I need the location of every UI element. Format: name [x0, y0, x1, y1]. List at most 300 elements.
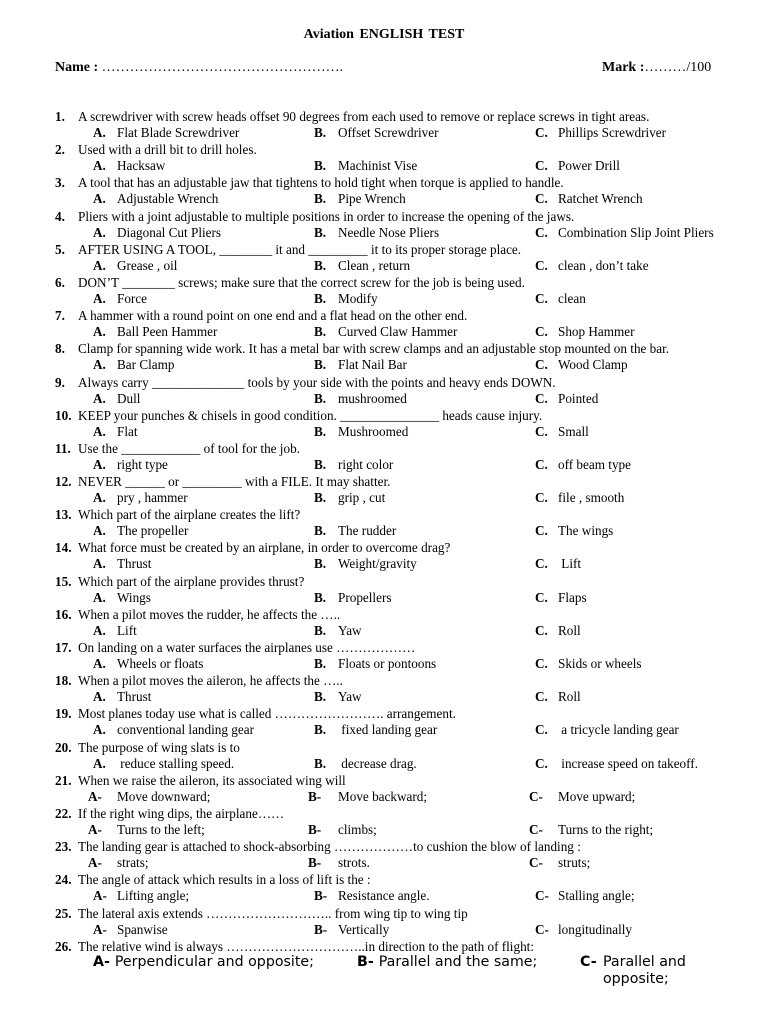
- answer-option-c[interactable]: [535, 357, 628, 373]
- answer-option-b[interactable]: [308, 822, 377, 838]
- option-text: Diagonal Cut Pliers: [117, 224, 222, 240]
- question-number: 3.: [55, 175, 65, 191]
- question-number: 11.: [55, 440, 71, 456]
- option-text: Weight/gravity: [338, 556, 417, 572]
- option-letter: B.: [314, 290, 327, 306]
- answer-option-c[interactable]: [529, 789, 635, 805]
- question-text: AFTER USING A TOOL, ________ it and _________ it to its proper storage place.: [78, 241, 522, 257]
- answer-option-c[interactable]: [535, 457, 631, 473]
- option-letter: B-: [314, 921, 328, 937]
- option-letter: C.: [535, 390, 548, 406]
- option-letter: A-: [93, 921, 107, 937]
- question-item: [0, 375, 768, 408]
- question-item: [0, 109, 768, 142]
- answer-option-c[interactable]: [529, 855, 590, 871]
- question-text: Most planes today use what is called ……………………. arrangement.: [78, 706, 456, 722]
- answer-option-c[interactable]: [535, 291, 586, 307]
- option-letter: B-: [314, 888, 328, 904]
- answer-option-a[interactable]: [93, 954, 314, 970]
- name-blank: …………………………………………….: [101, 60, 344, 75]
- option-text: The rudder: [338, 523, 397, 539]
- option-text: reduce stalling speed.: [117, 755, 235, 771]
- question-text: When a pilot moves the rudder, he affects the …..: [78, 606, 341, 622]
- option-letter: B.: [314, 423, 327, 439]
- option-letter: A.: [93, 125, 106, 140]
- answer-option-c[interactable]: [535, 623, 581, 639]
- question-item: [0, 906, 768, 939]
- question-number: 9.: [55, 374, 65, 390]
- option-text: Hacksaw: [117, 158, 166, 174]
- answer-option-a[interactable]: [93, 357, 175, 373]
- question-text: DON’T ________ screws; make sure that the correct screw for the job is being used.: [78, 274, 525, 290]
- option-text: Grease , oil: [117, 257, 178, 273]
- option-text: a tricycle landing gear: [558, 722, 679, 738]
- answer-option-b[interactable]: [314, 424, 408, 440]
- answer-option-a[interactable]: [93, 158, 165, 174]
- option-text: Combination Slip Joint Pliers: [558, 224, 714, 240]
- option-text: Perpendicular and opposite;: [114, 953, 314, 970]
- answer-option-a[interactable]: [93, 689, 151, 705]
- option-text: Adjustable Wrench: [117, 191, 219, 207]
- option-text: Wood Clamp: [558, 357, 628, 373]
- answer-option-c[interactable]: [535, 689, 581, 705]
- question-text: NEVER ______ or _________ with a FILE. It may shatter.: [78, 474, 391, 490]
- option-text: Move upward;: [558, 788, 636, 804]
- answer-option-a[interactable]: [93, 291, 147, 307]
- option-text: Small: [558, 423, 589, 439]
- option-text: Skids or wheels: [558, 656, 642, 671]
- option-letter: A.: [93, 556, 106, 572]
- question-item: [0, 806, 768, 839]
- option-text: Offset Screwdriver: [338, 125, 439, 140]
- answer-option-b[interactable]: [314, 191, 406, 207]
- option-letter: B.: [314, 257, 327, 273]
- option-letter: A-: [88, 821, 102, 837]
- option-letter: A.: [93, 224, 106, 240]
- option-letter: B.: [314, 689, 327, 705]
- option-text: Floats or pontoons: [338, 656, 437, 671]
- answer-option-a[interactable]: [93, 623, 137, 639]
- answer-option-c[interactable]: [535, 523, 613, 539]
- question-text: Which part of the airplane creates the lift?: [78, 507, 301, 523]
- question-item: [0, 275, 768, 308]
- option-letter: B-: [308, 821, 322, 837]
- option-text: Parallel and the same;: [378, 953, 538, 970]
- option-text: fixed landing gear: [338, 722, 438, 738]
- option-letter: C.: [535, 755, 548, 771]
- option-text: Machinist Vise: [338, 158, 418, 174]
- option-letter: C.: [535, 456, 548, 472]
- answer-option-c[interactable]: [535, 590, 587, 606]
- answer-option-a[interactable]: [93, 590, 151, 606]
- question-number: 19.: [55, 706, 72, 722]
- question-item: [0, 706, 768, 739]
- option-letter: A.: [93, 689, 106, 705]
- question-number: 8.: [55, 341, 65, 357]
- option-text: Phillips Screwdriver: [558, 125, 667, 140]
- option-letter: C-: [535, 888, 549, 904]
- option-letter: C.: [535, 357, 548, 373]
- answer-option-c[interactable]: [535, 158, 620, 174]
- question-item: [0, 242, 768, 275]
- question-item: [0, 673, 768, 706]
- answer-option-c[interactable]: [535, 191, 643, 207]
- option-letter: A.: [93, 158, 106, 174]
- question-item: [0, 441, 768, 474]
- answer-option-a[interactable]: [93, 191, 218, 207]
- answer-option-a[interactable]: [93, 324, 217, 340]
- question-number: 17.: [55, 640, 72, 655]
- question-number: 12.: [55, 474, 72, 490]
- answer-option-a[interactable]: [88, 822, 205, 838]
- question-text: The angle of attack which results in a loss of lift is the :: [78, 872, 371, 888]
- option-text: off beam type: [558, 456, 631, 472]
- question-text: Always carry ______________ tools by your side with the points and heavy ends DOWN.: [78, 374, 556, 390]
- option-letter: A-: [88, 855, 102, 871]
- option-text: Mushroomed: [338, 423, 409, 439]
- answer-option-b[interactable]: [314, 623, 362, 639]
- question-text: Use the ____________ of tool for the job.: [78, 440, 300, 456]
- answer-option-b[interactable]: [314, 756, 417, 772]
- question-number: 5.: [55, 241, 65, 257]
- answer-option-a[interactable]: [93, 225, 221, 241]
- option-letter: B.: [314, 755, 327, 771]
- option-letter: A.: [93, 589, 106, 605]
- answer-option-b[interactable]: [314, 722, 437, 738]
- question-item: [0, 142, 768, 175]
- option-text: mushroomed: [338, 390, 407, 406]
- option-letter: B.: [314, 523, 327, 539]
- option-letter: B.: [314, 324, 327, 340]
- question-item: [0, 308, 768, 341]
- question-item: [0, 640, 768, 673]
- option-text: Parallel and opposite;: [603, 953, 686, 987]
- name-label: Name :: [55, 60, 99, 75]
- option-letter: B.: [314, 125, 327, 140]
- option-text: Spanwise: [117, 921, 168, 937]
- option-text: pry , hammer: [117, 490, 188, 506]
- mark-value: ………/100: [644, 60, 712, 75]
- option-text: struts;: [558, 855, 591, 871]
- answer-option-a[interactable]: [88, 789, 210, 805]
- option-letter: B.: [314, 456, 327, 472]
- option-letter: B.: [314, 224, 327, 240]
- question-number: 16.: [55, 606, 72, 622]
- answer-option-c[interactable]: [535, 490, 624, 506]
- question-item: [0, 938, 768, 987]
- answer-option-b[interactable]: [314, 457, 393, 473]
- option-text: strats;: [117, 855, 149, 871]
- answer-option-a[interactable]: [93, 125, 239, 141]
- answer-option-a[interactable]: [93, 424, 138, 440]
- option-letter: A.: [93, 290, 106, 306]
- option-letter: C-: [580, 953, 597, 970]
- answer-option-b[interactable]: [314, 391, 407, 407]
- option-text: Vertically: [338, 921, 390, 937]
- answer-option-c[interactable]: [535, 424, 589, 440]
- option-text: Modify: [338, 290, 378, 306]
- answer-option-a[interactable]: [88, 855, 149, 871]
- option-text: file , smooth: [558, 490, 625, 506]
- question-item: [0, 540, 768, 573]
- option-text: The wings: [558, 523, 614, 539]
- option-text: Lift: [558, 556, 582, 572]
- option-text: Clean , return: [338, 257, 411, 273]
- answer-option-c[interactable]: [535, 125, 666, 141]
- answer-option-b[interactable]: [314, 689, 362, 705]
- option-letter: A.: [93, 722, 106, 738]
- option-text: Force: [117, 290, 148, 306]
- question-number: 6.: [55, 274, 65, 290]
- answer-option-b[interactable]: [314, 523, 396, 539]
- answer-option-c[interactable]: [535, 324, 635, 340]
- answer-option-c[interactable]: [535, 756, 698, 772]
- option-text: Lift: [117, 622, 137, 638]
- answer-option-a[interactable]: [93, 556, 151, 572]
- answer-option-c[interactable]: [535, 656, 642, 672]
- option-text: right color: [338, 456, 394, 472]
- option-letter: B.: [314, 490, 327, 506]
- question-item: [0, 175, 768, 208]
- option-letter: B-: [308, 788, 322, 804]
- option-letter: C.: [535, 224, 548, 240]
- question-number: 23.: [55, 839, 72, 855]
- answer-option-c[interactable]: [535, 225, 714, 241]
- question-text: What force must be created by an airplane, in order to overcome drag?: [78, 540, 451, 556]
- answer-option-b[interactable]: [314, 258, 410, 274]
- option-letter: A.: [93, 257, 106, 273]
- answer-option-c[interactable]: [535, 888, 635, 904]
- option-letter: A.: [93, 357, 106, 373]
- option-text: Ratchet Wrench: [558, 191, 643, 207]
- option-letter: A.: [93, 656, 106, 671]
- option-text: Needle Nose Pliers: [338, 224, 440, 240]
- answer-option-c[interactable]: [529, 822, 653, 838]
- option-text: Flaps: [558, 589, 587, 605]
- option-letter: A-: [88, 788, 102, 804]
- option-text: longitudinally: [558, 921, 632, 937]
- answer-option-a[interactable]: [93, 922, 168, 938]
- question-number: 20.: [55, 739, 72, 755]
- question-text: Used with a drill bit to drill holes.: [78, 142, 257, 158]
- option-text: clean: [558, 290, 586, 306]
- question-text: A screwdriver with screw heads offset 90 degrees from each used to remove or replace screws in tight areas.: [78, 109, 650, 124]
- question-item: [0, 574, 768, 607]
- question-text: The purpose of wing slats is to: [78, 739, 240, 755]
- question-number: 14.: [55, 540, 72, 556]
- option-letter: B.: [314, 158, 327, 174]
- option-text: Dull: [117, 390, 141, 406]
- option-letter: C.: [535, 490, 548, 506]
- answer-option-c[interactable]: [535, 922, 632, 938]
- question-number: 26.: [55, 938, 72, 954]
- option-letter: C.: [535, 689, 548, 705]
- question-item: [0, 408, 768, 441]
- option-letter: C-: [535, 921, 549, 937]
- question-number: 1.: [55, 109, 65, 124]
- answer-option-c[interactable]: [535, 258, 649, 274]
- option-text: Propellers: [338, 589, 392, 605]
- answer-option-a[interactable]: [93, 722, 254, 738]
- option-text: Ball Peen Hammer: [117, 324, 218, 340]
- answer-option-b[interactable]: [314, 225, 439, 241]
- answer-option-a[interactable]: [93, 656, 203, 672]
- answer-option-b[interactable]: [314, 357, 407, 373]
- option-letter: C.: [535, 589, 548, 605]
- answer-option-a[interactable]: [93, 457, 168, 473]
- answer-option-b[interactable]: [314, 125, 438, 141]
- option-letter: C.: [535, 290, 548, 306]
- option-text: increase speed on takeoff.: [558, 755, 698, 771]
- option-letter: B-: [357, 953, 374, 970]
- option-letter: B.: [314, 357, 327, 373]
- option-text: right type: [117, 456, 168, 472]
- option-text: strots.: [338, 855, 370, 871]
- question-text: Which part of the airplane provides thrust?: [78, 573, 305, 589]
- option-letter: C.: [535, 191, 548, 207]
- option-text: Flat Blade Screwdriver: [117, 125, 240, 140]
- option-text: Move backward;: [338, 788, 427, 804]
- question-text: When we raise the aileron, its associated wing will: [78, 772, 346, 788]
- option-text: clean , don’t take: [558, 257, 649, 273]
- answer-option-b[interactable]: [314, 922, 389, 938]
- question-text: On landing on a water surfaces the airplanes use ………………: [78, 640, 416, 655]
- answer-option-c[interactable]: [535, 391, 598, 407]
- answer-option-b[interactable]: [314, 158, 417, 174]
- answer-option-a[interactable]: [93, 523, 188, 539]
- question-item: [0, 341, 768, 374]
- answer-option-b[interactable]: [357, 954, 537, 970]
- option-letter: B.: [314, 722, 327, 738]
- question-number: 2.: [55, 142, 65, 158]
- option-text: Pipe Wrench: [338, 191, 406, 207]
- option-letter: A.: [93, 423, 106, 439]
- answer-option-a[interactable]: [93, 258, 177, 274]
- option-letter: A.: [93, 191, 106, 207]
- question-number: 24.: [55, 872, 72, 888]
- answer-option-b[interactable]: [314, 556, 417, 572]
- question-number: 22.: [55, 805, 72, 821]
- question-list: [0, 109, 768, 987]
- option-letter: A.: [93, 622, 106, 638]
- option-letter: A.: [93, 456, 106, 472]
- option-text: Turns to the right;: [558, 821, 654, 837]
- option-text: Roll: [558, 622, 581, 638]
- answer-option-b[interactable]: [314, 490, 385, 506]
- option-letter: A.: [93, 490, 106, 506]
- option-letter: C.: [535, 622, 548, 638]
- question-text: Pliers with a joint adjustable to multiple positions in order to increase the opening of the jaws.: [78, 208, 575, 224]
- answer-option-b[interactable]: [314, 590, 391, 606]
- question-item: [0, 507, 768, 540]
- option-text: Power Drill: [558, 158, 620, 174]
- option-letter: A-: [93, 888, 107, 904]
- question-item: [0, 474, 768, 507]
- question-item: [0, 607, 768, 640]
- answer-option-a[interactable]: [93, 391, 140, 407]
- option-text: The propeller: [117, 523, 189, 539]
- option-letter: C.: [535, 556, 548, 572]
- question-item: [0, 872, 768, 905]
- question-text: Clamp for spanning wide work. It has a metal bar with screw clamps and an adjustable stop mounted on the bar.: [78, 341, 670, 357]
- question-text: The landing gear is attached to shock-absorbing ………………to cushion the blow of landing :: [78, 839, 581, 855]
- option-letter: C.: [535, 523, 548, 539]
- option-text: Wheels or floats: [117, 656, 204, 671]
- question-text: If the right wing dips, the airplane……: [78, 805, 285, 821]
- answer-option-a[interactable]: [93, 756, 234, 772]
- test-title: Aviation ENGLISH TEST: [303, 27, 465, 42]
- option-text: Stalling angle;: [558, 888, 635, 904]
- question-item: [0, 839, 768, 872]
- question-number: 10.: [55, 407, 72, 423]
- answer-option-b[interactable]: [314, 656, 436, 672]
- option-text: Thrust: [117, 556, 152, 572]
- option-letter: C.: [535, 257, 548, 273]
- answer-option-b[interactable]: [308, 855, 370, 871]
- option-letter: B.: [314, 589, 327, 605]
- option-text: Pointed: [558, 390, 599, 406]
- option-text: Shop Hammer: [558, 324, 635, 340]
- option-text: grip , cut: [338, 490, 386, 506]
- question-number: 13.: [55, 507, 72, 523]
- question-text: When a pilot moves the aileron, he affects the …..: [78, 673, 343, 689]
- option-letter: C.: [535, 125, 548, 140]
- question-text: The lateral axis extends ……………………….. from wing tip to wing tip: [78, 905, 468, 921]
- option-letter: A.: [93, 390, 106, 406]
- option-letter: C.: [535, 722, 548, 738]
- question-item: [0, 773, 768, 806]
- option-text: Resistance angle.: [338, 888, 430, 904]
- option-text: conventional landing gear: [117, 722, 254, 738]
- answer-option-a[interactable]: [93, 490, 188, 506]
- option-text: Flat: [117, 423, 138, 439]
- option-letter: C-: [529, 821, 543, 837]
- question-text: A tool that has an adjustable jaw that tightens to hold tight when torque is applied to handle.: [78, 175, 564, 191]
- question-item: [0, 209, 768, 242]
- option-letter: C.: [535, 656, 548, 671]
- option-letter: A.: [93, 523, 106, 539]
- option-letter: C-: [529, 788, 543, 804]
- answer-option-b[interactable]: [314, 291, 378, 307]
- option-letter: B.: [314, 656, 327, 671]
- question-number: 4.: [55, 208, 65, 224]
- answer-option-c[interactable]: [535, 556, 581, 572]
- option-text: decrease drag.: [338, 755, 417, 771]
- answer-option-c[interactable]: [535, 722, 679, 738]
- answer-option-a[interactable]: [93, 888, 189, 904]
- name-line: [55, 60, 343, 76]
- answer-option-b[interactable]: [314, 324, 457, 340]
- answer-option-c[interactable]: [580, 954, 730, 988]
- answer-option-b[interactable]: [308, 789, 427, 805]
- option-letter: B.: [314, 622, 327, 638]
- option-letter: B-: [308, 855, 322, 871]
- option-letter: A.: [93, 324, 106, 340]
- question-number: 25.: [55, 905, 72, 921]
- option-text: Lifting angle;: [117, 888, 190, 904]
- option-letter: C-: [529, 855, 543, 871]
- question-number: 15.: [55, 573, 72, 589]
- option-letter: A-: [93, 953, 110, 970]
- answer-option-b[interactable]: [314, 888, 430, 904]
- option-text: Wings: [117, 589, 151, 605]
- option-letter: B.: [314, 556, 327, 572]
- option-letter: B.: [314, 390, 327, 406]
- option-letter: C.: [535, 423, 548, 439]
- mark-label: Mark :: [602, 60, 645, 75]
- question-number: 21.: [55, 772, 72, 788]
- question-item: [0, 740, 768, 773]
